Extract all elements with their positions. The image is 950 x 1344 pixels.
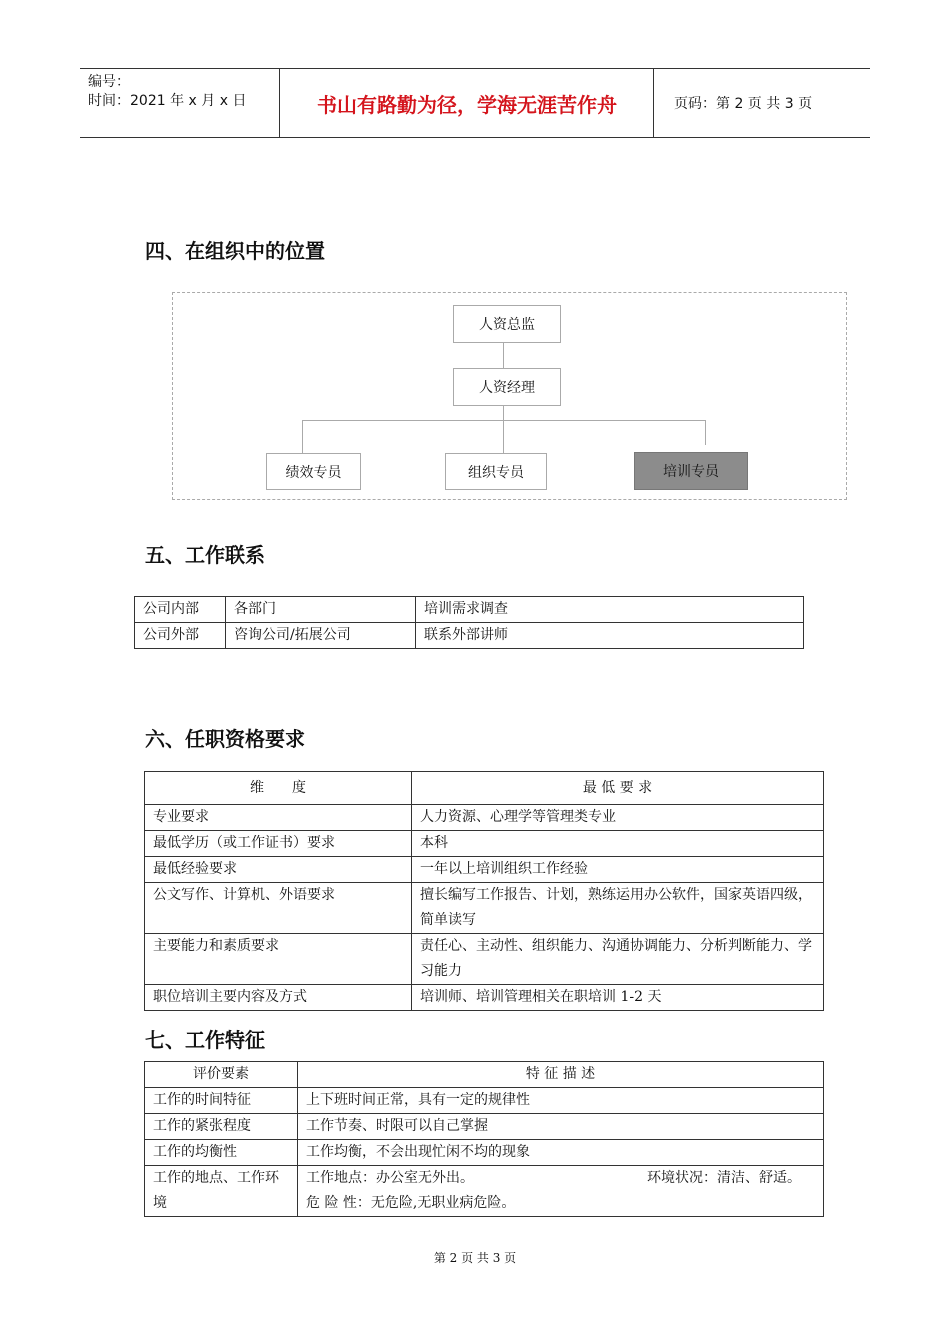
- column-header: 维 度: [145, 772, 412, 805]
- table-row: [145, 934, 824, 985]
- qualification-dimension: 专业要求: [145, 805, 412, 831]
- feature-line: [306, 1166, 815, 1191]
- contact-scope: 公司内部: [135, 597, 226, 623]
- org-node-organization: 组织专员: [445, 453, 547, 490]
- table-row: [145, 985, 824, 1011]
- table-header-row: [145, 1062, 824, 1088]
- document-time-label: 时间：2021 年 x 月 x 日: [88, 93, 247, 109]
- contact-party: 各部门: [226, 597, 416, 623]
- column-header: 特 征 描 述: [298, 1062, 824, 1088]
- section-7-title: 七、工作特征: [145, 1028, 265, 1052]
- table-row: [135, 597, 804, 623]
- work-location: 工作地点：办公室无外出。: [306, 1170, 474, 1186]
- qualification-dimension: 职位培训主要内容及方式: [145, 985, 412, 1011]
- contact-party: 咨询公司/拓展公司: [226, 623, 416, 649]
- work-hazard: 危 险 性：无危险,无职业病危险。: [306, 1195, 516, 1211]
- qualifications-table: [144, 771, 824, 1011]
- feature-factor: 工作的时间特征: [145, 1088, 298, 1114]
- contact-content: 培训需求调查: [416, 597, 804, 623]
- table-row: [145, 1140, 824, 1166]
- table-header-row: [145, 772, 824, 805]
- feature-factor: 工作的紧张程度: [145, 1114, 298, 1140]
- org-connector: [302, 420, 303, 453]
- page-header: [80, 68, 870, 138]
- qualification-requirement: 责任心、主动性、组织能力、沟通协调能力、分析判断能力、学习能力: [412, 934, 824, 985]
- table-row: [145, 1088, 824, 1114]
- feature-description: 上下班时间正常，具有一定的规律性: [298, 1088, 824, 1114]
- org-node-training: 培训专员: [634, 452, 748, 490]
- page-footer: 第 2 页 共 3 页: [433, 1251, 517, 1265]
- page-info-text: 页码：第 2 页 共 3 页: [674, 96, 813, 112]
- org-connector: [503, 406, 504, 420]
- table-row: [145, 831, 824, 857]
- qualification-dimension: 主要能力和素质要求: [145, 934, 412, 985]
- table-row: [145, 1114, 824, 1140]
- section-6-title: 六、任职资格要求: [145, 727, 305, 751]
- org-node-top: 人资总监: [453, 305, 561, 343]
- table-row: [145, 1166, 824, 1217]
- section-4-title: 四、在组织中的位置: [145, 239, 325, 263]
- section-5-title: 五、工作联系: [145, 543, 265, 567]
- column-header: 评价要素: [145, 1062, 298, 1088]
- header-meta: [80, 69, 280, 137]
- feature-factor: 工作的均衡性: [145, 1140, 298, 1166]
- contacts-table: [134, 596, 804, 649]
- qualification-dimension: 最低经验要求: [145, 857, 412, 883]
- features-table: [144, 1061, 824, 1217]
- contact-scope: 公司外部: [135, 623, 226, 649]
- header-motto: 书山有路勤为径，学海无涯苦作舟: [281, 69, 654, 137]
- org-node-performance: 绩效专员: [266, 453, 361, 490]
- table-row: [135, 623, 804, 649]
- org-connector: [503, 420, 504, 453]
- feature-description: 工作节奏、时限可以自己掌握: [298, 1114, 824, 1140]
- work-environment: 环境状况：清洁、舒适。: [647, 1170, 801, 1186]
- org-node-middle: 人资经理: [453, 368, 561, 406]
- qualification-requirement: 一年以上培训组织工作经验: [412, 857, 824, 883]
- table-row: [145, 805, 824, 831]
- column-header: 最 低 要 求: [412, 772, 824, 805]
- qualification-requirement: 培训师、培训管理相关在职培训 1-2 天: [412, 985, 824, 1011]
- qualification-requirement: 人力资源、心理学等管理类专业: [412, 805, 824, 831]
- feature-factor: 工作的地点、工作环境: [145, 1166, 298, 1217]
- contact-content: 联系外部讲师: [416, 623, 804, 649]
- org-chart: [172, 292, 847, 500]
- feature-description: 工作均衡，不会出现忙闲不均的现象: [298, 1140, 824, 1166]
- header-page-info: [664, 69, 870, 137]
- qualification-requirement: 本科: [412, 831, 824, 857]
- org-connector: [503, 343, 504, 368]
- feature-description: [298, 1166, 824, 1217]
- qualification-requirement: 擅长编写工作报告、计划，熟练运用办公软件，国家英语四级，简单读写: [412, 883, 824, 934]
- qualification-dimension: 公文写作、计算机、外语要求: [145, 883, 412, 934]
- table-row: [145, 857, 824, 883]
- qualification-dimension: 最低学历（或工作证书）要求: [145, 831, 412, 857]
- document-number-label: 编号：: [88, 74, 130, 90]
- org-connector: [705, 420, 706, 445]
- table-row: [145, 883, 824, 934]
